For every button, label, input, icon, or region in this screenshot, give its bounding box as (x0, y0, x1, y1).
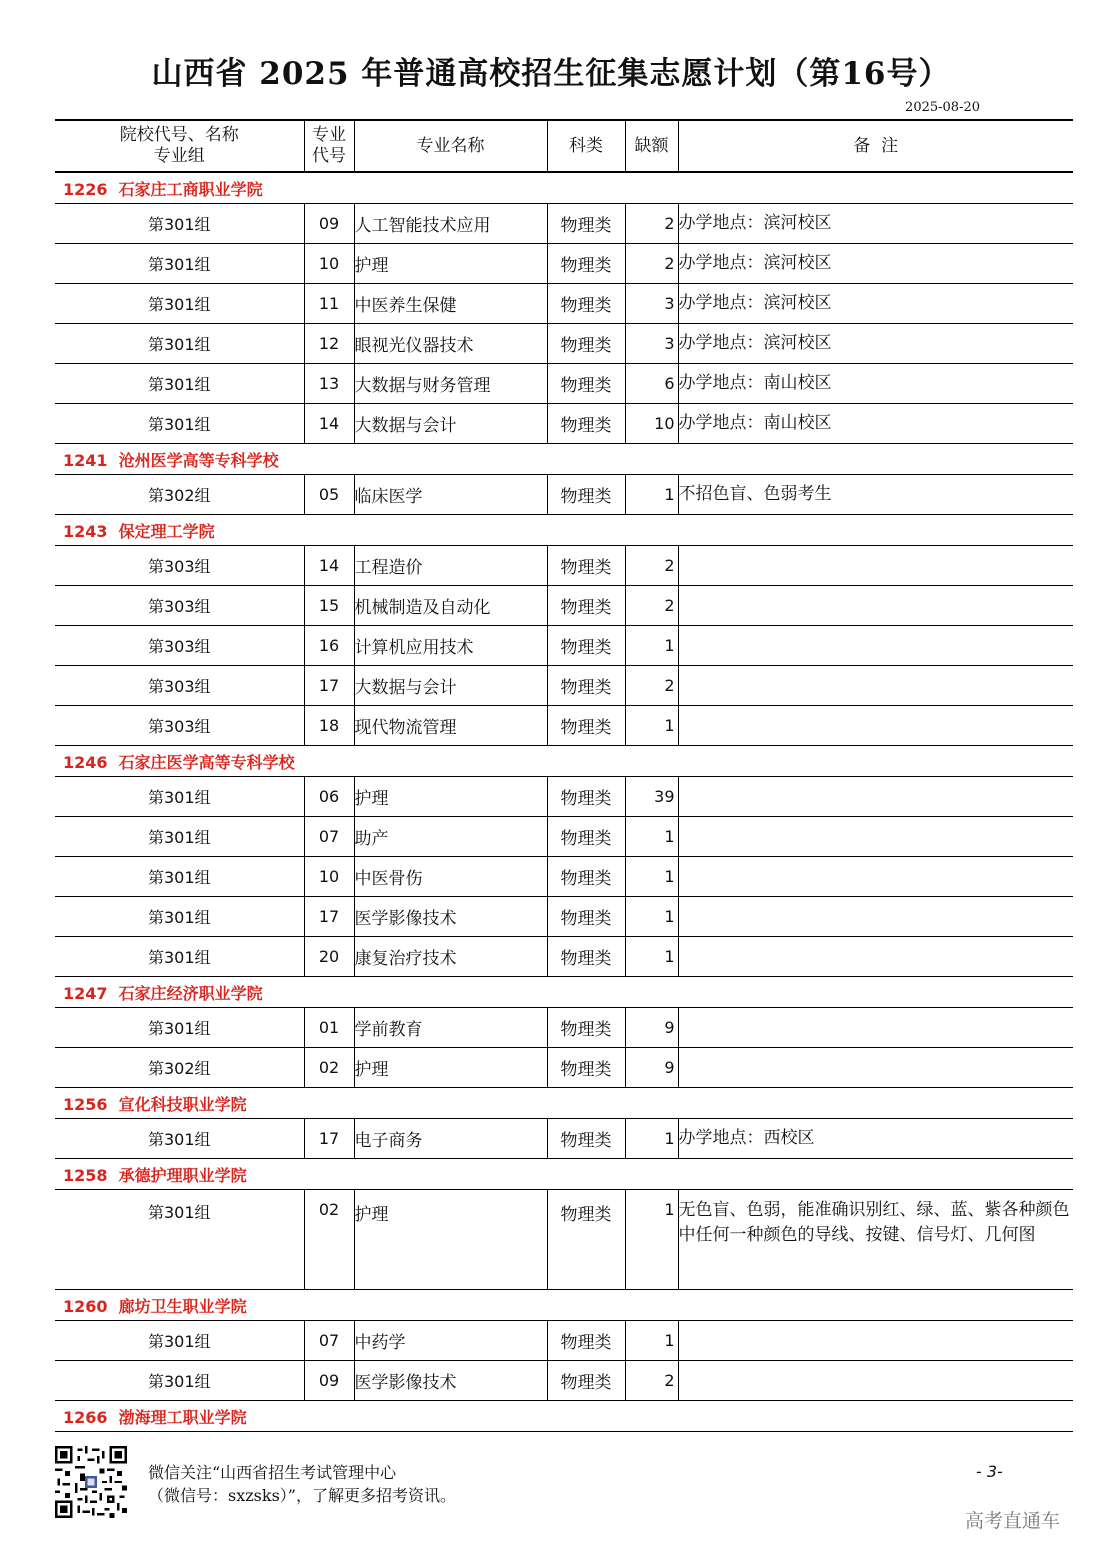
quota-cell: 2 (625, 204, 678, 244)
category-cell: 物理类 (547, 1119, 625, 1159)
quota-cell: 1 (625, 706, 678, 746)
quota-cell: 9 (625, 1008, 678, 1048)
school-header-row (55, 977, 1073, 1008)
major-name-cell: 现代物流管理 (354, 706, 547, 746)
table-row (55, 666, 1073, 706)
note-cell (678, 1048, 1073, 1088)
quota-cell: 1 (625, 475, 678, 515)
quota-cell: 1 (625, 626, 678, 666)
note-cell (678, 666, 1073, 706)
major-name-cell: 学前教育 (354, 1008, 547, 1048)
school-name: 1266 渤海理工职业学院 (55, 1401, 1073, 1432)
table-row (55, 857, 1073, 897)
group-cell: 第301组 (55, 817, 304, 857)
school-name: 1247 石家庄经济职业学院 (55, 977, 1073, 1008)
quota-cell: 1 (625, 1321, 678, 1361)
group-cell: 第301组 (55, 1321, 304, 1361)
category-cell: 物理类 (547, 1008, 625, 1048)
group-cell: 第302组 (55, 475, 304, 515)
major-name-cell: 机械制造及自动化 (354, 586, 547, 626)
note-cell (678, 817, 1073, 857)
major-code-cell: 20 (304, 937, 354, 977)
header-code-line1: 专业 (312, 125, 346, 145)
wechat-qr-code (55, 1446, 127, 1518)
school-name: 1256 宣化科技职业学院 (55, 1088, 1073, 1119)
group-cell: 第301组 (55, 364, 304, 404)
school-header-row (55, 515, 1073, 546)
major-code-cell: 05 (304, 475, 354, 515)
major-name-cell: 医学影像技术 (354, 1361, 547, 1401)
category-cell: 物理类 (547, 777, 625, 817)
quota-cell: 39 (625, 777, 678, 817)
category-cell: 物理类 (547, 937, 625, 977)
note-cell: 不招色盲、色弱考生 (678, 475, 1073, 515)
school-name: 1241 沧州医学高等专科学校 (55, 444, 1073, 475)
group-cell: 第301组 (55, 284, 304, 324)
quota-cell: 1 (625, 937, 678, 977)
note-cell: 办学地点：滨河校区 (678, 284, 1073, 324)
header-code-line2: 代号 (312, 146, 346, 166)
school-header-row (55, 1159, 1073, 1190)
category-cell: 物理类 (547, 324, 625, 364)
school-header-row (55, 746, 1073, 777)
major-name-cell: 大数据与会计 (354, 404, 547, 444)
major-name-cell: 护理 (354, 1190, 547, 1290)
group-cell: 第301组 (55, 1119, 304, 1159)
category-cell: 物理类 (547, 706, 625, 746)
major-code-cell: 14 (304, 404, 354, 444)
major-name-cell: 人工智能技术应用 (354, 204, 547, 244)
major-name-cell: 计算机应用技术 (354, 626, 547, 666)
note-cell: 办学地点：南山校区 (678, 364, 1073, 404)
note-cell (678, 937, 1073, 977)
group-cell: 第301组 (55, 1361, 304, 1401)
group-cell: 第301组 (55, 777, 304, 817)
note-cell (678, 1321, 1073, 1361)
table-row (55, 1119, 1073, 1159)
major-name-cell: 康复治疗技术 (354, 937, 547, 977)
table-row (55, 1361, 1073, 1401)
footer-wechat-note (148, 1461, 456, 1507)
quota-cell: 2 (625, 546, 678, 586)
quota-cell: 1 (625, 857, 678, 897)
table-body (55, 172, 1073, 1432)
table-row (55, 364, 1073, 404)
header-school-line2: 专业组 (153, 146, 205, 166)
quota-cell: 1 (625, 1119, 678, 1159)
group-cell: 第301组 (55, 1190, 304, 1290)
group-cell: 第303组 (55, 626, 304, 666)
major-name-cell: 助产 (354, 817, 547, 857)
group-cell: 第301组 (55, 244, 304, 284)
note-cell (678, 706, 1073, 746)
page-title: 山西省 2025 年普通高校招生征集志愿计划（第16号） (151, 56, 951, 92)
table-row (55, 1190, 1073, 1290)
major-code-cell: 16 (304, 626, 354, 666)
quota-cell: 1 (625, 1190, 678, 1290)
quota-cell: 1 (625, 897, 678, 937)
category-cell: 物理类 (547, 586, 625, 626)
footer-line2: （微信号：sxzsks）”，了解更多招考资讯。 (148, 1486, 456, 1505)
table-row (55, 777, 1073, 817)
group-cell: 第303组 (55, 706, 304, 746)
table-row (55, 475, 1073, 515)
header-school (55, 120, 304, 172)
quota-cell: 2 (625, 586, 678, 626)
major-code-cell: 10 (304, 857, 354, 897)
quota-cell: 2 (625, 1361, 678, 1401)
major-code-cell: 07 (304, 817, 354, 857)
major-code-cell: 17 (304, 1119, 354, 1159)
quota-cell: 9 (625, 1048, 678, 1088)
major-name-cell: 电子商务 (354, 1119, 547, 1159)
note-cell (678, 897, 1073, 937)
group-cell: 第302组 (55, 1048, 304, 1088)
category-cell: 物理类 (547, 204, 625, 244)
table-row (55, 1321, 1073, 1361)
table-header (55, 120, 1073, 172)
publish-date: 2025-08-20 (905, 100, 980, 115)
header-note: 备 注 (678, 120, 1073, 172)
table-row (55, 244, 1073, 284)
quota-cell: 3 (625, 324, 678, 364)
major-code-cell: 12 (304, 324, 354, 364)
header-category: 科类 (547, 120, 625, 172)
group-cell: 第301组 (55, 857, 304, 897)
group-cell: 第303组 (55, 586, 304, 626)
quota-cell: 6 (625, 364, 678, 404)
major-code-cell: 14 (304, 546, 354, 586)
note-cell (678, 777, 1073, 817)
category-cell: 物理类 (547, 364, 625, 404)
major-name-cell: 大数据与财务管理 (354, 364, 547, 404)
school-name: 1246 石家庄医学高等专科学校 (55, 746, 1073, 777)
major-code-cell: 02 (304, 1190, 354, 1290)
major-code-cell: 13 (304, 364, 354, 404)
footer-line1: 微信关注“山西省招生考试管理中心 (148, 1463, 397, 1482)
note-cell (678, 1361, 1073, 1401)
category-cell: 物理类 (547, 1361, 625, 1401)
group-cell: 第301组 (55, 937, 304, 977)
major-name-cell: 护理 (354, 1048, 547, 1088)
category-cell: 物理类 (547, 1321, 625, 1361)
school-header-row (55, 444, 1073, 475)
category-cell: 物理类 (547, 626, 625, 666)
school-header-row (55, 1401, 1073, 1432)
major-code-cell: 01 (304, 1008, 354, 1048)
table-row (55, 546, 1073, 586)
category-cell: 物理类 (547, 897, 625, 937)
group-cell: 第303组 (55, 666, 304, 706)
group-cell: 第301组 (55, 204, 304, 244)
table-row (55, 404, 1073, 444)
category-cell: 物理类 (547, 546, 625, 586)
major-code-cell: 15 (304, 586, 354, 626)
major-code-cell: 17 (304, 897, 354, 937)
quota-cell: 10 (625, 404, 678, 444)
category-cell: 物理类 (547, 666, 625, 706)
note-cell: 办学地点：滨河校区 (678, 244, 1073, 284)
category-cell: 物理类 (547, 817, 625, 857)
table-row (55, 626, 1073, 666)
table-row (55, 586, 1073, 626)
group-cell: 第301组 (55, 1008, 304, 1048)
category-cell: 物理类 (547, 1048, 625, 1088)
major-code-cell: 09 (304, 204, 354, 244)
category-cell: 物理类 (547, 475, 625, 515)
note-cell (678, 1008, 1073, 1048)
group-cell: 第301组 (55, 324, 304, 364)
school-header-row (55, 1088, 1073, 1119)
major-code-cell: 11 (304, 284, 354, 324)
school-name: 1260 廊坊卫生职业学院 (55, 1290, 1073, 1321)
major-code-cell: 07 (304, 1321, 354, 1361)
note-cell (678, 857, 1073, 897)
note-cell: 办学地点：滨河校区 (678, 204, 1073, 244)
group-cell: 第303组 (55, 546, 304, 586)
major-code-cell: 06 (304, 777, 354, 817)
category-cell: 物理类 (547, 1190, 625, 1290)
note-cell: 办学地点：南山校区 (678, 404, 1073, 444)
header-code (304, 120, 354, 172)
quota-cell: 2 (625, 244, 678, 284)
category-cell: 物理类 (547, 284, 625, 324)
header-quota: 缺额 (625, 120, 678, 172)
quota-cell: 3 (625, 284, 678, 324)
group-cell: 第301组 (55, 897, 304, 937)
major-name-cell: 临床医学 (354, 475, 547, 515)
table-row (55, 324, 1073, 364)
table-row (55, 937, 1073, 977)
major-name-cell: 中医养生保健 (354, 284, 547, 324)
major-code-cell: 18 (304, 706, 354, 746)
watermark: 高考直通车 (965, 1510, 1061, 1532)
major-name-cell: 大数据与会计 (354, 666, 547, 706)
major-name-cell: 中医骨伤 (354, 857, 547, 897)
note-cell: 无色盲、色弱，能准确识别红、绿、蓝、紫各种颜色中任何一种颜色的导线、按键、信号灯、几何图 (678, 1190, 1073, 1290)
category-cell: 物理类 (547, 404, 625, 444)
enrollment-plan-table (55, 119, 1073, 1432)
major-name-cell: 眼视光仪器技术 (354, 324, 547, 364)
page-number: - 3- (976, 1462, 1003, 1481)
school-header-row (55, 1290, 1073, 1321)
major-name-cell: 护理 (354, 777, 547, 817)
group-cell: 第301组 (55, 404, 304, 444)
quota-cell: 2 (625, 666, 678, 706)
major-name-cell: 医学影像技术 (354, 897, 547, 937)
header-school-line1: 院校代号、名称 (119, 125, 239, 145)
note-cell (678, 586, 1073, 626)
major-code-cell: 09 (304, 1361, 354, 1401)
note-cell (678, 626, 1073, 666)
table-row (55, 817, 1073, 857)
note-cell (678, 546, 1073, 586)
note-cell: 办学地点：滨河校区 (678, 324, 1073, 364)
table-row (55, 204, 1073, 244)
header-major: 专业名称 (354, 120, 547, 172)
major-name-cell: 护理 (354, 244, 547, 284)
category-cell: 物理类 (547, 244, 625, 284)
major-code-cell: 02 (304, 1048, 354, 1088)
major-code-cell: 10 (304, 244, 354, 284)
school-name: 1226 石家庄工商职业学院 (55, 172, 1073, 204)
school-header-row (55, 172, 1073, 204)
table-row (55, 897, 1073, 937)
school-name: 1258 承德护理职业学院 (55, 1159, 1073, 1190)
major-name-cell: 中药学 (354, 1321, 547, 1361)
school-name: 1243 保定理工学院 (55, 515, 1073, 546)
major-code-cell: 17 (304, 666, 354, 706)
note-cell: 办学地点：西校区 (678, 1119, 1073, 1159)
category-cell: 物理类 (547, 857, 625, 897)
table-row (55, 1008, 1073, 1048)
major-name-cell: 工程造价 (354, 546, 547, 586)
table-row (55, 1048, 1073, 1088)
table-row (55, 706, 1073, 746)
table-row (55, 284, 1073, 324)
quota-cell: 1 (625, 817, 678, 857)
